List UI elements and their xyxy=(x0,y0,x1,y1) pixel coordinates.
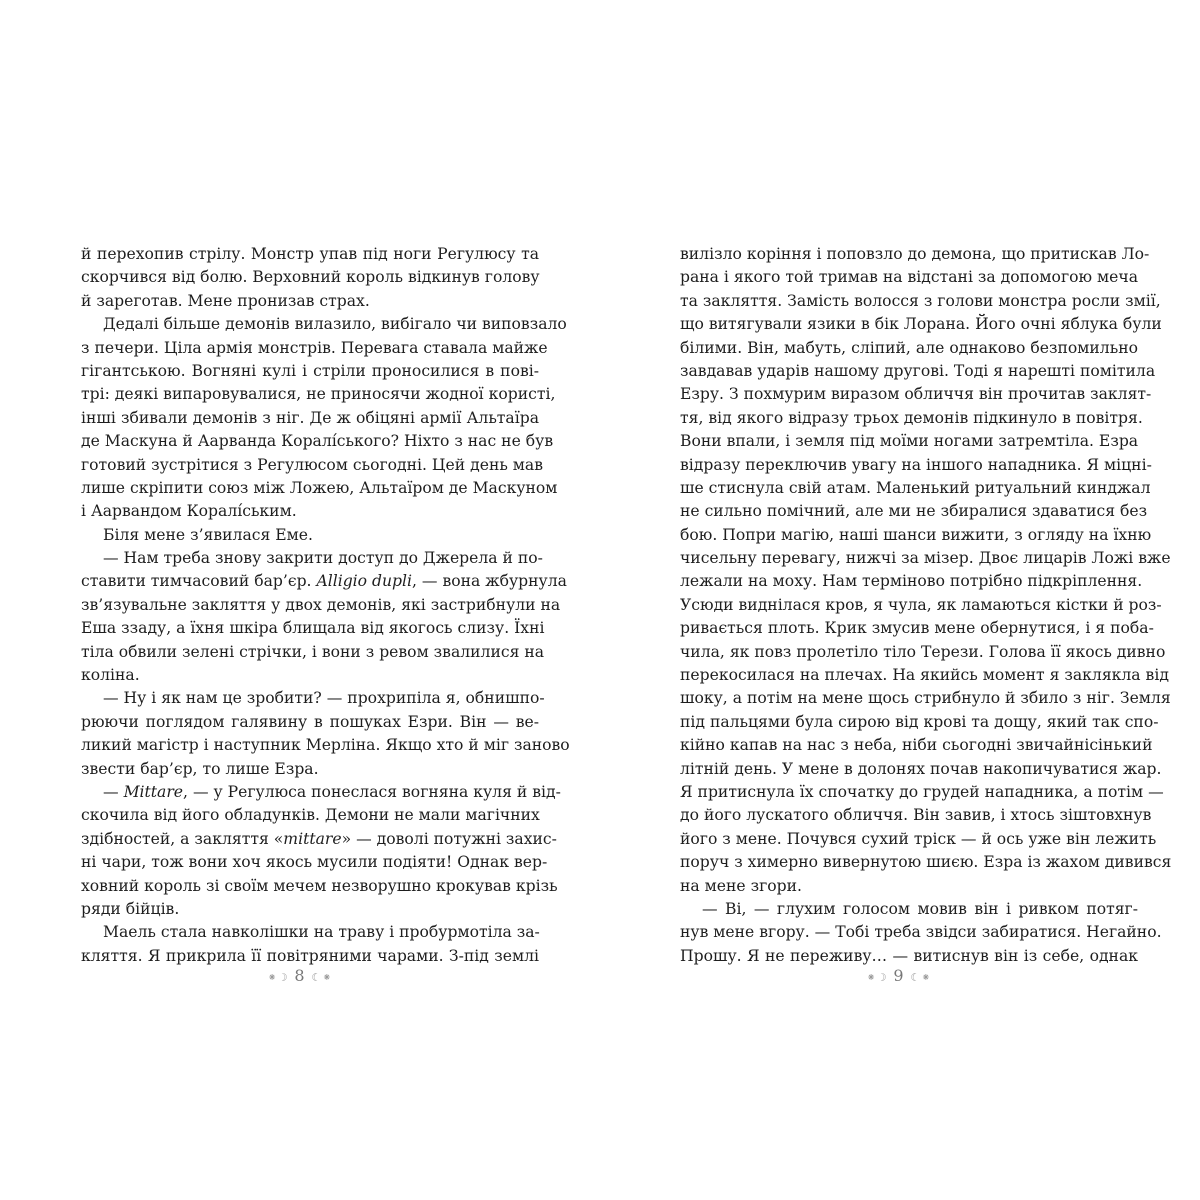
text-line: білими. Він, мабуть, сліпий, але однаково безпомильно xyxy=(680,338,1138,357)
text-line: тіла обвили зелені стрічки, і вони з ревом звалилися на xyxy=(81,642,545,661)
text-line: інші збивали демонів з ніг. Де ж обіцяні армії Альтаїра xyxy=(81,408,539,427)
text-line: шоку, а потім на мене щось стрибнуло й збило з ніг. Земля xyxy=(680,689,1171,708)
text-line: — Ві, — глухим голосом мовив він і ривком потяг- xyxy=(702,899,1138,918)
text-line: кійно капав на нас з неба, ніби сьогодні звичайнісінький xyxy=(680,736,1153,755)
text-line: що витягували язики в бік Лорана. Його очні яблука були xyxy=(680,315,1162,334)
text-line: й зареготав. Мене пронизав страх. xyxy=(81,291,370,310)
text-line: — Ну і як нам це зробити? — прохрипіла я, обнишпо- xyxy=(103,689,545,708)
text-line: тя, від якого відразу трьох демонів підкинуло в повітря. xyxy=(680,408,1143,427)
text-line: й перехопив стрілу. Монстр упав під ноги Регулюсу та xyxy=(81,245,539,263)
folio-ornament-left-icon: ⁕☽ xyxy=(866,971,888,984)
text-line: завдавав ударів нашому другові. Тоді я нарешті помітила xyxy=(680,361,1156,380)
text-line: лише скріпити союз між Ложею, Альтаїром де Маскуном xyxy=(81,478,558,497)
text-line: рюючи поглядом галявину в пошуках Езри. Він — ве- xyxy=(81,712,539,731)
right-page-number xyxy=(839,966,959,985)
text-line: звести бар’єр, то лише Езра. xyxy=(81,759,319,778)
right-page-text xyxy=(680,243,1172,968)
text-line: ряди бійців. xyxy=(81,899,180,918)
text-line: літній день. У мене в долонях почав накопичуватися жар. xyxy=(680,759,1162,778)
text-line: зв’язувальне закляття у двох демонів, які застрибнули на xyxy=(81,595,561,614)
text-line: до його лускатого обличчя. Він завив, і хтось зіштовхнув xyxy=(680,806,1152,825)
text-line: Прошу. Я не переживу… — витиснув він із себе, однак xyxy=(680,946,1138,965)
left-page-number xyxy=(240,966,360,985)
page-number: 8 xyxy=(294,966,306,985)
text-line: лежали на моху. Нам терміново потрібно підкріплення. xyxy=(680,572,1143,591)
text-line: де Маскуна й Аарванда Коралíського? Ніхто з нас не був xyxy=(81,432,554,451)
text-line: та закляття. Замість волосся з голови монстра росли змії, xyxy=(680,291,1161,310)
text-line: ховний король зі своїм мечем незворушно крокував крізь xyxy=(81,876,558,895)
text-line: з печери. Ціла армія монстрів. Перевага ставала майже xyxy=(81,338,548,357)
text-line: кляття. Я прикрила її повітряними чарами. З-під землі xyxy=(81,946,539,965)
text-line: вилізло коріння і поповзло до демона, що притискав Ло- xyxy=(680,245,1150,263)
text-line: перекосилася на плечах. На якийсь момент я заклякла від xyxy=(680,666,1169,685)
text-line: Я притиснула їх спочатку до грудей нападника, а потім — xyxy=(680,782,1164,801)
left-page-text xyxy=(81,243,570,968)
text-line: Усюди виднілася кров, я чула, як ламаються кістки й роз- xyxy=(680,595,1162,614)
text-line: відразу переключив увагу на іншого нападника. Я міцні- xyxy=(680,455,1152,474)
text-line: готовий зустрітися з Регулюсом сьогодні. Цей день мав xyxy=(81,455,543,474)
text-line: скорчився від болю. Верховний король відкинув голову xyxy=(81,268,540,287)
text-line: ликий магістр і наступник Мерліна. Якщо хто й міг заново xyxy=(81,736,570,755)
text-line: скочила від його обладунків. Демони не мали магічних xyxy=(81,806,540,825)
text-line: ше стиснула свій атам. Маленький ритуальний кинджал xyxy=(680,478,1151,497)
text-line: ривається плоть. Крик змусив мене обернутися, і я поба- xyxy=(680,619,1154,638)
text-line: здібностей, а закляття «mittare» — доволі потужні захис- xyxy=(81,829,557,848)
text-line: Вони впали, і земля під моїми ногами затремтіла. Езра xyxy=(680,432,1139,451)
text-line: — Нам треба знову закрити доступ до Джерела й по- xyxy=(103,549,543,568)
text-line: Дедалі більше демонів вилазило, вибігало чи виповзало xyxy=(103,315,567,334)
text-line: чила, як повз пролетіло тіло Терези. Голова її якось дивно xyxy=(680,642,1166,661)
text-line: чисельну перевагу, нижчі за мізер. Двоє лицарів Ложі вже xyxy=(680,549,1171,568)
text-line: на мене згори. xyxy=(680,876,802,895)
text-line: не сильно помічний, але ми не збиралися здаватися без xyxy=(680,502,1148,521)
text-line: Езру. З похмурим виразом обличчя він прочитав заклят- xyxy=(680,385,1152,404)
text-line: — Mittare, — у Регулюса понеслася вогняна куля й від- xyxy=(103,782,561,801)
text-line: нув мене вгору. — Тобі треба звідси забиратися. Негайно. xyxy=(680,923,1162,942)
right-page xyxy=(680,243,1172,968)
text-line: рана і якого той тримав на відстані за допомогою меча xyxy=(680,268,1138,287)
text-line: його з мене. Почувся сухий тріск — й ось уже він лежить xyxy=(680,829,1157,848)
text-line: Біля мене з’явилася Еме. xyxy=(103,525,313,544)
left-page xyxy=(81,243,570,968)
text-line: бою. Попри магію, наші шанси вижити, з огляду на їхню xyxy=(680,525,1152,544)
text-line: Еша ззаду, а їхня шкіра блищала від якогось слизу. Їхні xyxy=(81,619,545,638)
folio-ornament-left-icon: ⁕☽ xyxy=(267,971,289,984)
text-line: під пальцями була сирою від крові та дощу, який так спо- xyxy=(680,712,1159,731)
text-line: ні чари, тож вони хоч якось мусили подіяти! Однак вер- xyxy=(81,853,548,872)
folio-ornament-right-icon: ☾⁕ xyxy=(910,971,932,984)
folio-ornament-right-icon: ☾⁕ xyxy=(311,971,333,984)
text-line: поруч з химерно вивернутою шиєю. Езра із жахом дивився xyxy=(680,853,1172,872)
text-line: коліна. xyxy=(81,666,140,685)
text-line: трі: деякі випаровувалися, не приносячи жодної користі, xyxy=(81,385,556,404)
text-line: і Аарвандом Коралíським. xyxy=(81,502,297,521)
text-line: ставити тимчасовий бар’єр. Alligio dupli, — вона жбурнула xyxy=(81,572,567,591)
text-line: гігантською. Вогняні кулі і стріли проносилися в пові- xyxy=(81,361,539,380)
text-line: Маель стала навколішки на траву і пробурмотіла за- xyxy=(103,923,540,942)
page-number: 9 xyxy=(893,966,905,985)
